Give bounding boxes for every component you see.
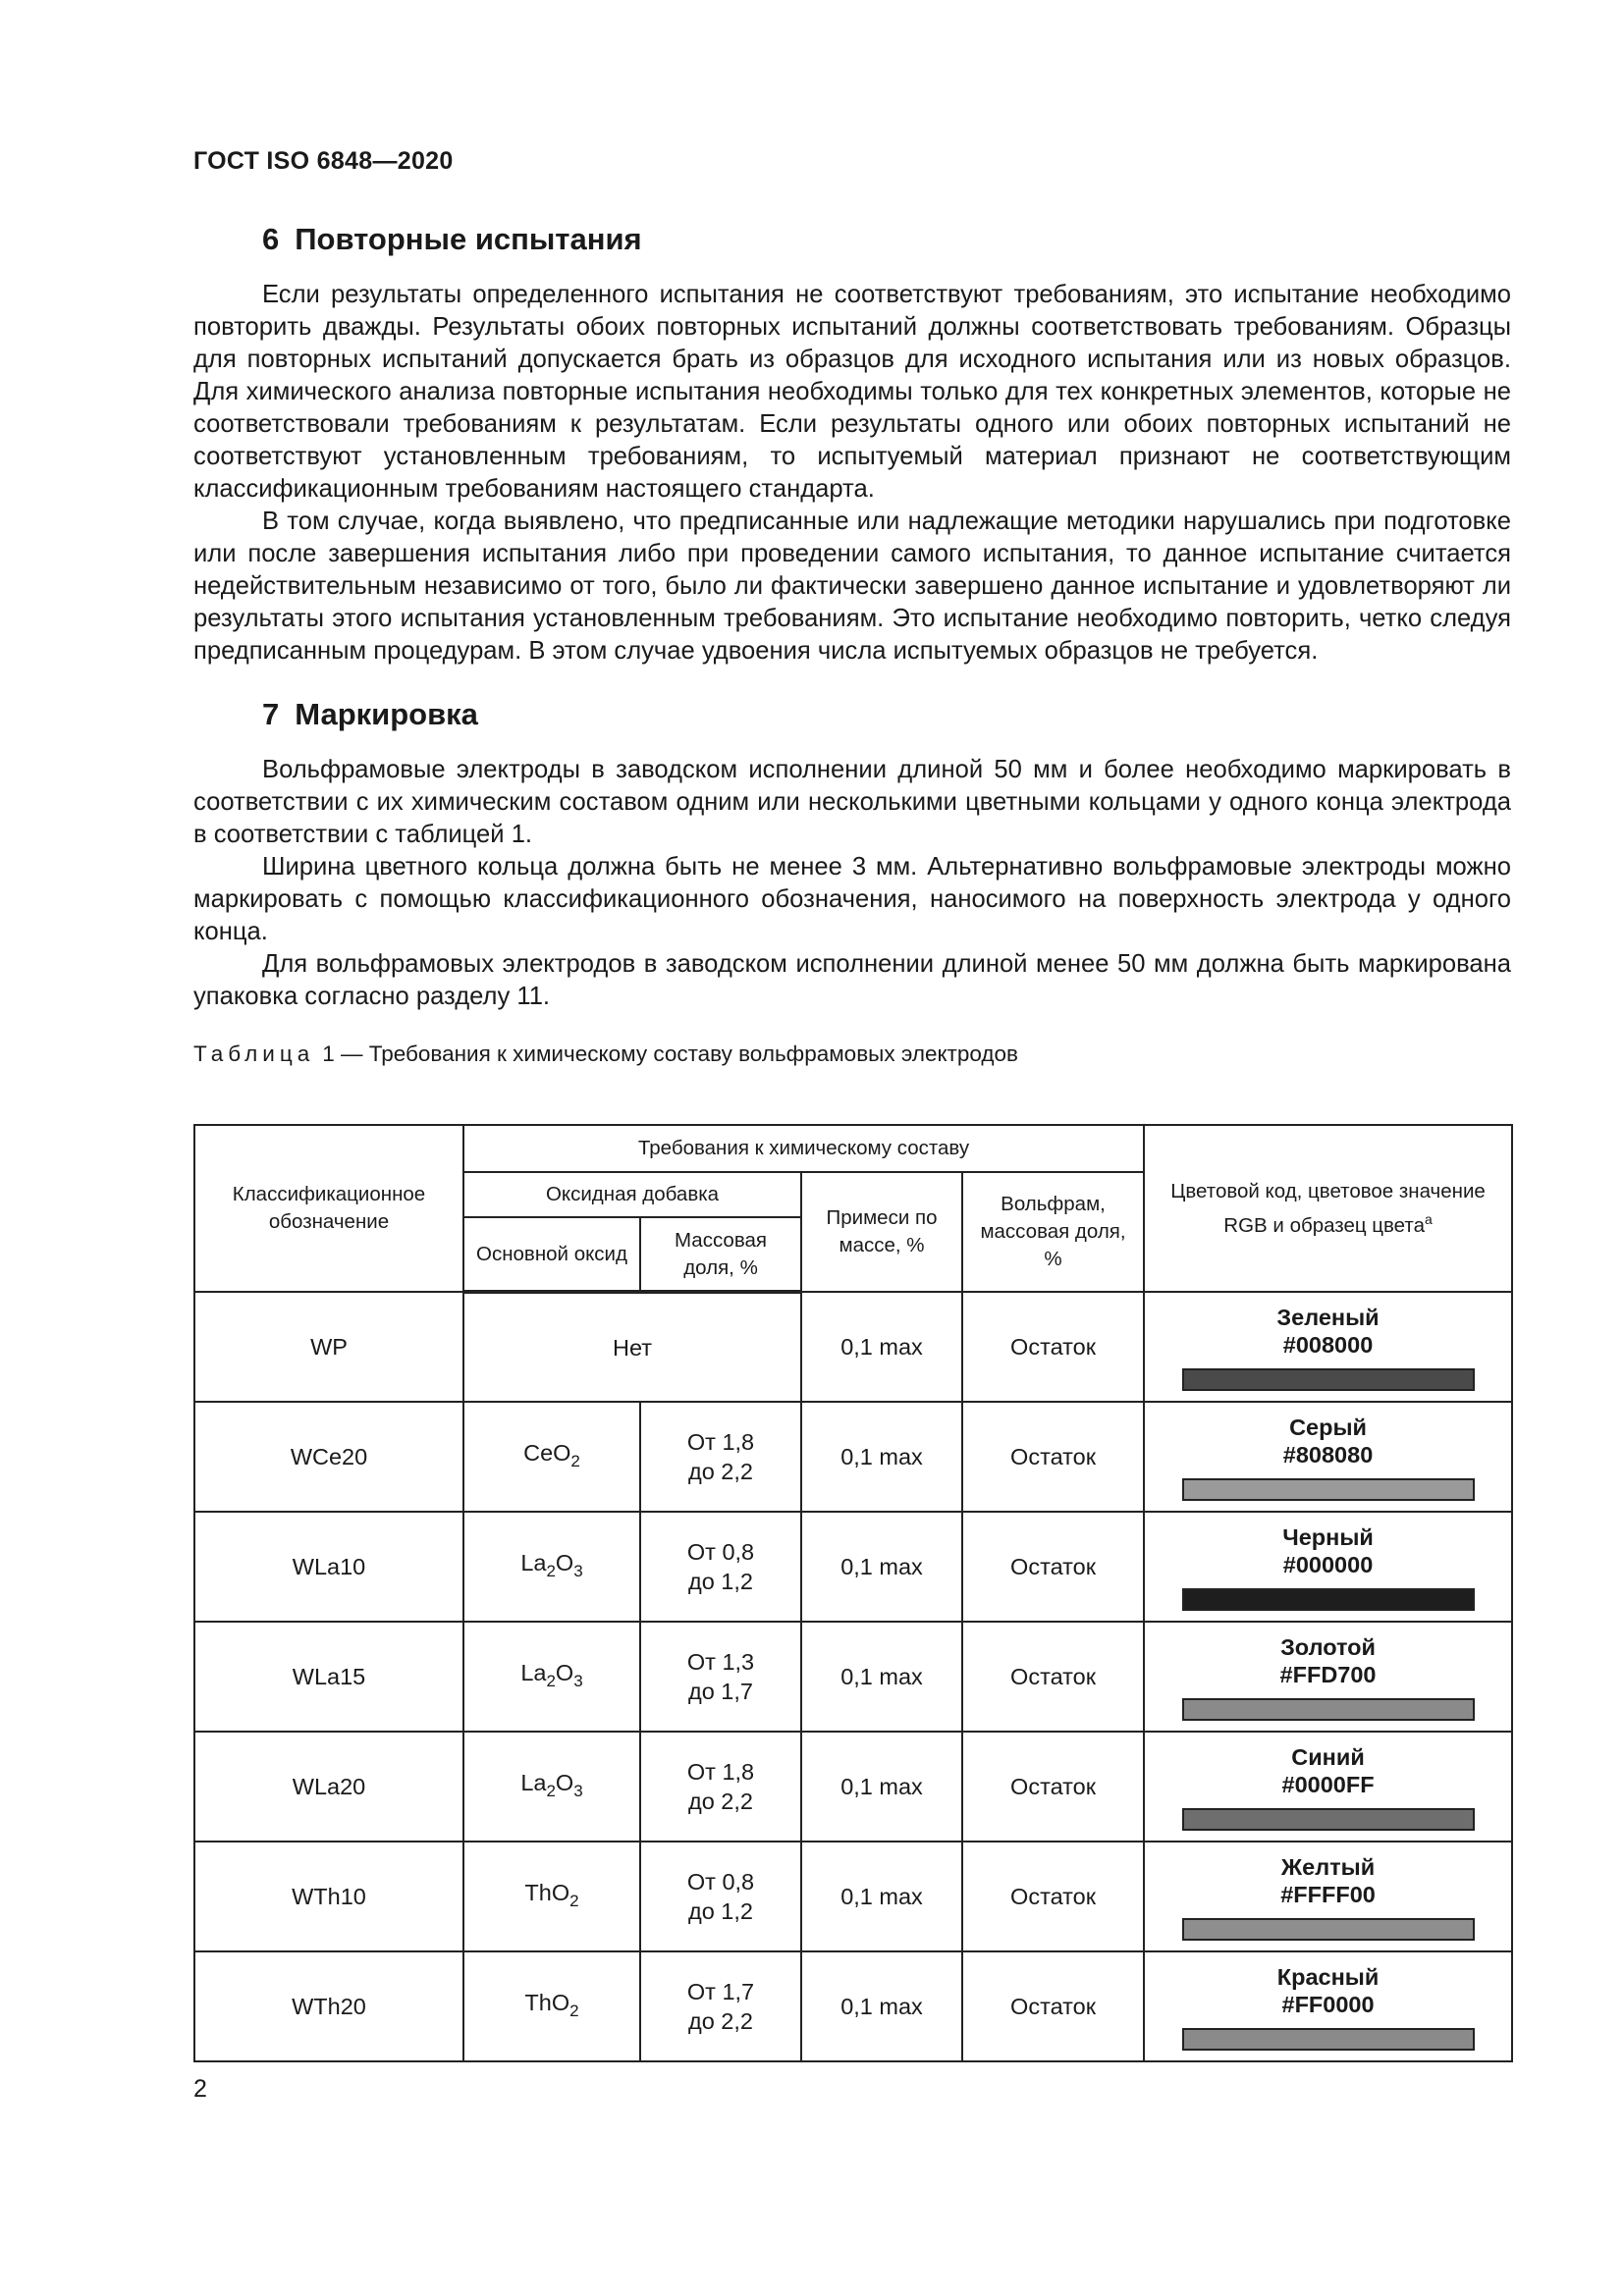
body-text	[193, 218, 1511, 1070]
document-id-header: ГОСТ ISO 6848—2020	[193, 147, 454, 175]
impurities-cell: 0,1 max	[801, 1842, 962, 1951]
color-name: Желтый	[1280, 1853, 1376, 1880]
oxide-cell: $La_2O_3$	[463, 1732, 640, 1842]
color-swatch	[1182, 2028, 1475, 2051]
header-mass-fraction: Массовая доля, %	[640, 1217, 801, 1292]
tungsten-cell: Остаток	[962, 1732, 1144, 1842]
header-classification: Классификационное обозначение	[194, 1125, 463, 1292]
color-code-cell	[1144, 1732, 1512, 1842]
oxide-tail: $O_3$	[555, 1659, 583, 1690]
tungsten-cell: Остаток	[962, 1951, 1144, 2061]
header-impurities: Примеси по массе, %	[801, 1172, 962, 1292]
designation-cell: WP	[194, 1292, 463, 1402]
color-swatch	[1182, 1368, 1475, 1391]
header-tungsten: Вольфрам, массовая доля, %	[962, 1172, 1144, 1292]
designation-cell: WTh20	[194, 1951, 463, 2061]
oxide-cell: $La_2O_3$	[463, 1622, 640, 1732]
header-chem-requirements: Требования к химическому составу	[463, 1125, 1144, 1172]
table-row	[194, 1402, 1512, 1512]
designation-cell: WTh10	[194, 1842, 463, 1951]
color-swatch	[1182, 1698, 1475, 1721]
color-code-cell	[1144, 1402, 1512, 1512]
color-name: Золотой	[1280, 1633, 1376, 1660]
oxide-tail: $O_3$	[555, 1769, 583, 1800]
paragraph: Вольфрамовые электроды в заводском исполнении длиной 50 мм и более необходимо маркировать в соответствии с их химическим составом одним или несколькими цветными кольцами у одного конца электрода в соответствии с таблицей 1.	[193, 756, 1511, 848]
impurities-cell: 0,1 max	[801, 1402, 962, 1512]
paragraph: Ширина цветного кольца должна быть не менее 3 мм. Альтернативно вольфрамовые электроды можно маркировать с помощью классификационного обозначения, наносимого на поверхность электрода у одного конца.	[193, 853, 1511, 945]
tungsten-cell: Остаток	[962, 1512, 1144, 1622]
impurities-cell: 0,1 max	[801, 1732, 962, 1842]
color-swatch	[1182, 1918, 1475, 1941]
color-code-cell	[1144, 1622, 1512, 1732]
color-name: Красный	[1276, 1963, 1380, 1990]
color-code-cell	[1144, 1951, 1512, 2061]
table-row	[194, 1951, 1512, 2061]
table-row	[194, 1732, 1512, 1842]
mass-cell: От 1,8 до 2,2	[640, 1402, 801, 1512]
mass-cell: От 1,7 до 2,2	[640, 1951, 801, 2061]
color-name: Зеленый	[1276, 1304, 1380, 1330]
oxide-cell: ThO$_2$	[463, 1842, 640, 1951]
mass-cell: От 0,8 до 1,2	[640, 1512, 801, 1622]
impurities-cell: 0,1 max	[801, 1951, 962, 2061]
section-heading: 6 Повторные испытания	[262, 222, 642, 256]
rgb-value: #FF0000	[1281, 1991, 1375, 2017]
tungsten-cell: Остаток	[962, 1292, 1144, 1402]
impurities-cell: 0,1 max	[801, 1292, 962, 1402]
oxide-cell: Нет	[463, 1292, 801, 1402]
tungsten-cell: Остаток	[962, 1622, 1144, 1732]
color-code-cell	[1144, 1292, 1512, 1402]
oxide-cell: CeO$_2$	[463, 1402, 640, 1512]
mass-cell: От 1,8 до 2,2	[640, 1732, 801, 1842]
paragraph: В том случае, когда выявлено, что предписанные или надлежащие методики нарушались при подготовке или после завершения испытания либо при проведении самого испытания, то данное испытание считается недействительным независимо от того, было ли фактически завершено данное испытание и удовлетворяют ли результаты этого испытания установленным требованиям. Это испытание необходимо повторить, четко следуя предписанным процедурам. В этом случае удвоения числа испытуемых образцов не требуется.	[193, 507, 1511, 665]
designation-cell: WLa20	[194, 1732, 463, 1842]
table-row	[194, 1622, 1512, 1732]
header-oxide-additive: Оксидная добавка	[463, 1172, 801, 1217]
rgb-value: #FFD700	[1279, 1661, 1377, 1687]
designation-cell: WCe20	[194, 1402, 463, 1512]
mass-cell: От 0,8 до 1,2	[640, 1842, 801, 1951]
color-name: Черный	[1282, 1523, 1374, 1550]
tungsten-cell: Остаток	[962, 1402, 1144, 1512]
designation-cell: WLa10	[194, 1512, 463, 1622]
section-6	[193, 218, 1511, 667]
impurities-cell: 0,1 max	[801, 1512, 962, 1622]
table-body	[194, 1292, 1512, 2061]
table-row	[194, 1512, 1512, 1622]
rgb-value: #0000FF	[1281, 1771, 1375, 1797]
color-swatch	[1182, 1588, 1475, 1611]
color-name: Серый	[1289, 1414, 1367, 1440]
rgb-value: #FFFF00	[1280, 1881, 1376, 1907]
mass-cell: От 1,3 до 1,7	[640, 1622, 801, 1732]
oxide-cell: $La_2O_3$	[463, 1512, 640, 1622]
oxide-cell: ThO$_2$	[463, 1951, 640, 2061]
table-caption: Таблица 1 — Требования к химическому составу вольфрамовых электродов	[193, 1041, 1018, 1066]
table-row	[194, 1842, 1512, 1951]
oxide-tail: $O_3$	[555, 1549, 583, 1580]
table-row	[194, 1292, 1512, 1402]
impurities-cell: 0,1 max	[801, 1622, 962, 1732]
color-swatch	[1182, 1478, 1475, 1501]
color-code-cell	[1144, 1842, 1512, 1951]
rgb-value: #808080	[1282, 1441, 1374, 1468]
header-main-oxide: Основной оксид	[463, 1217, 640, 1292]
color-swatch	[1182, 1808, 1475, 1831]
page-number: 2	[193, 2075, 207, 2103]
rgb-value: #000000	[1282, 1551, 1374, 1577]
designation-cell: WLa15	[194, 1622, 463, 1732]
section-7	[193, 693, 1511, 1013]
section-heading: 7 Маркировка	[262, 697, 478, 731]
paragraph: Для вольфрамовых электродов в заводском исполнении длиной менее 50 мм должна быть маркирована упаковка согласно разделу 11.	[193, 950, 1511, 1010]
color-name: Синий	[1291, 1743, 1365, 1770]
paragraph: Если результаты определенного испытания не соответствуют требованиям, это испытание необходимо повторить дважды. Результаты обоих повторных испытаний должны соответствовать требованиям. Образцы для повторных испытаний допускается брать из образцов для исходного испытания или из новых образцов. Для химического анализа повторные испытания необходимы только для тех конкретных элементов, которые не соответствовали требованиям к результатам. Если результаты одного или обоих повторных испытаний не соответствуют установленным требованиям, то испытуемый материал признают не соответствующим классификационным требованиям настоящего стандарта.	[193, 281, 1511, 503]
tungsten-cell: Остаток	[962, 1842, 1144, 1951]
color-code-cell	[1144, 1512, 1512, 1622]
header-color-code: Цветовой код, цветовое значение RGB и образец цвета$^a$	[1144, 1125, 1512, 1292]
rgb-value: #008000	[1282, 1331, 1374, 1358]
electrode-composition-table	[193, 1124, 1513, 2062]
